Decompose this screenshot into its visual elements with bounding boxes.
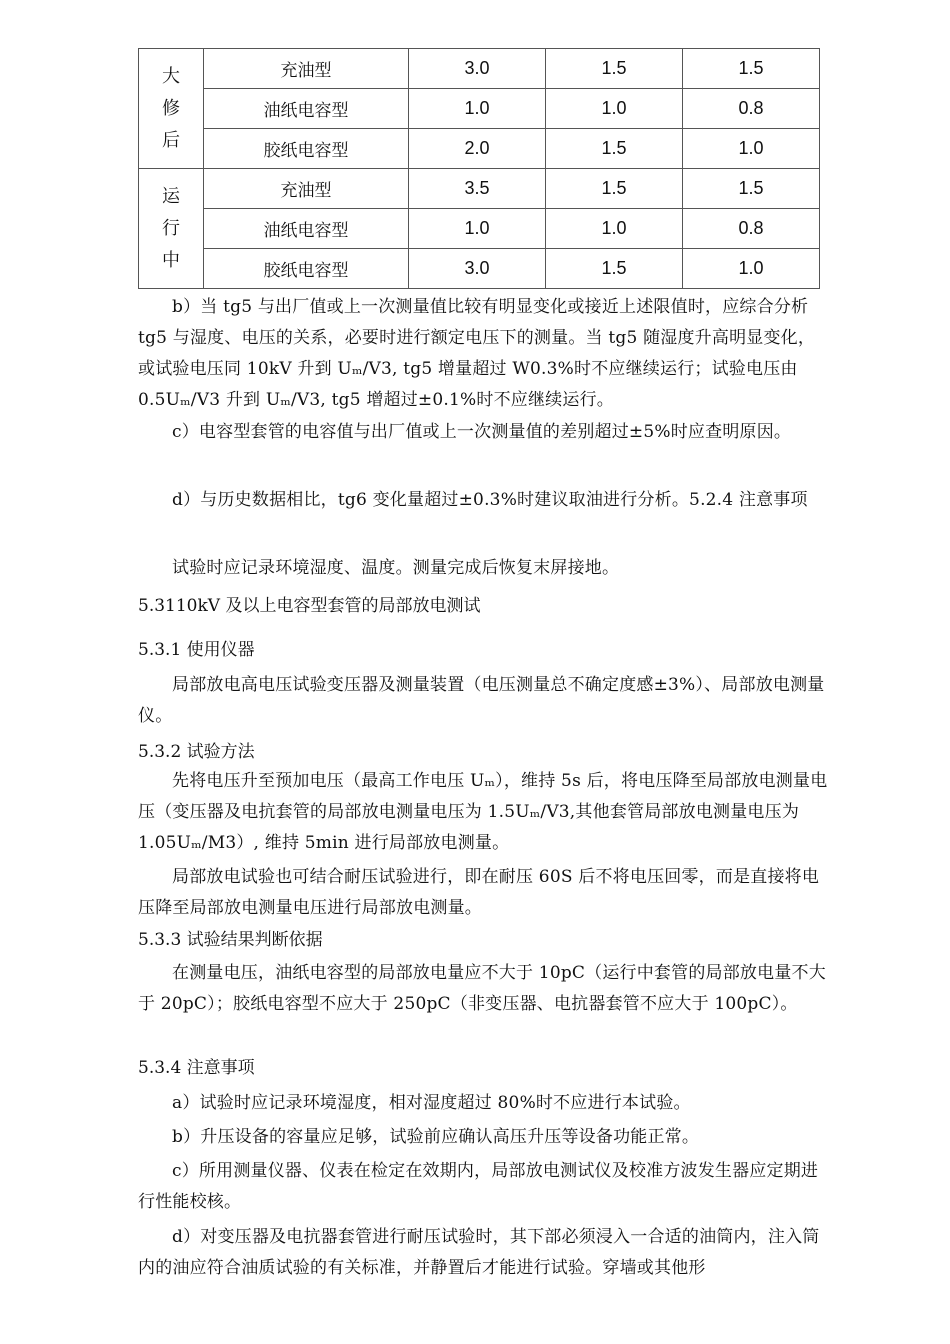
group-label-char: 行 [162, 217, 180, 239]
table-row [139, 49, 820, 89]
value-cell: 3.0 [409, 249, 546, 289]
table-row [139, 129, 820, 169]
group-label-char: 后 [162, 129, 180, 151]
table-row [139, 209, 820, 249]
value-cell: 0.8 [683, 89, 820, 129]
value-cell: 1.5 [546, 129, 683, 169]
section-heading-5-3-3: 5.3.3 试验结果判断依据 [138, 930, 323, 950]
group-label-cell [139, 169, 204, 289]
table-row [139, 169, 820, 209]
paragraph-c-capacitance: c）电容型套管的电容值与出厂值或上一次测量值的差别超过±5%时应查明原因。 [172, 422, 792, 442]
value-cell: 1.0 [409, 209, 546, 249]
type-cell: 充油型 [204, 169, 409, 209]
section-heading-5-3: 5.3110kV 及以上电容型套管的局部放电测试 [138, 596, 481, 616]
value-cell: 1.5 [546, 249, 683, 289]
type-cell: 充油型 [204, 49, 409, 89]
value-cell: 1.5 [683, 49, 820, 89]
paragraph-criteria: 在测量电压，油纸电容型的局部放电量应不大于 10pC（运行中套管的局部放电量不大于 20pC）；胶纸电容型不应大于 250pC（非变压器、电抗器套管不应大于 100pC）。 [138, 963, 826, 1014]
paragraph-d-oil-tank: d）对变压器及电抗器套管进行耐压试验时，其下部必须浸入一合适的油筒内，注入筒内的油应符合油质试验的有关标准，并静置后才能进行试验。穿墙或其他形 [138, 1227, 820, 1278]
value-cell: 3.0 [409, 49, 546, 89]
group-label-char: 运 [162, 185, 180, 207]
paragraph-method-combined: 局部放电试验也可结合耐压试验进行，即在耐压 60S 后不将电压回零，而是直接将电压降至局部放电测量电压进行局部放电测量。 [138, 867, 820, 918]
group-label-char: 中 [162, 249, 180, 271]
type-cell: 油纸电容型 [204, 209, 409, 249]
table-row [139, 249, 820, 289]
paragraph-a-humidity: a）试验时应记录环境湿度，相对湿度超过 80%时不应进行本试验。 [172, 1093, 691, 1113]
value-cell: 2.0 [409, 129, 546, 169]
paragraph-b-equipment: b）升压设备的容量应足够，试验前应确认高压升压等设备功能正常。 [172, 1127, 700, 1147]
type-cell: 胶纸电容型 [204, 249, 409, 289]
group-label-char: 修 [162, 97, 180, 119]
section-heading-5-3-1: 5.3.1 使用仪器 [138, 640, 255, 660]
paragraph-method: 先将电压升至预加电压（最高工作电压 Uₘ），维持 5s 后，将电压降至局部放电测量电压（变压器及电抗套管的局部放电测量电压为 1.5Uₘ/V3,其他套管局部放电测量电压为 1.05Uₘ/M3）, 维持 5min 进行局部放电测量。 [138, 771, 828, 853]
value-cell: 1.5 [546, 49, 683, 89]
group-label-char: 大 [162, 65, 180, 87]
paragraph-instruments: 局部放电高电压试验变压器及测量装置（电压测量总不确定度感±3%）、局部放电测量仪。 [138, 675, 825, 726]
type-cell: 油纸电容型 [204, 89, 409, 129]
value-cell: 1.5 [546, 169, 683, 209]
value-cell: 1.0 [546, 209, 683, 249]
paragraph-b-tg-analysis: b）当 tg5 与出厂值或上一次测量值比较有明显变化或接近上述限值时，应综合分析 tg5 与湿度、电压的关系，必要时进行额定电压下的测量。当 tg5 随湿度升高明显变化，或试验电压同 10kV 升到 Uₘ/V3, tg5 增量超过 W0.3%时不应继续运行；试验电压由 0.5Uₘ/V3 升到 Uₘ/V3, tg5 增超过±0.1%时不应继续运行。 [138, 297, 816, 410]
limit-table [138, 48, 820, 289]
value-cell: 0.8 [683, 209, 820, 249]
value-cell: 1.0 [409, 89, 546, 129]
section-heading-5-3-2: 5.3.2 试验方法 [138, 742, 255, 762]
table-row [139, 89, 820, 129]
type-cell: 胶纸电容型 [204, 129, 409, 169]
value-cell: 1.0 [546, 89, 683, 129]
paragraph-note-record: 试验时应记录环境湿度、温度。测量完成后恢复末屏接地。 [172, 558, 620, 578]
paragraph-c-instruments: c）所用测量仪器、仪表在检定在效期内，局部放电测试仪及校准方波发生器应定期进行性能校核。 [138, 1161, 819, 1212]
paragraph-d-history: d）与历史数据相比，tg6 变化量超过±0.3%时建议取油进行分析。5.2.4 注意事项 [172, 490, 808, 510]
value-cell: 3.5 [409, 169, 546, 209]
value-cell: 1.0 [683, 249, 820, 289]
value-cell: 1.0 [683, 129, 820, 169]
group-label-cell [139, 49, 204, 169]
section-heading-5-3-4: 5.3.4 注意事项 [138, 1058, 255, 1078]
value-cell: 1.5 [683, 169, 820, 209]
